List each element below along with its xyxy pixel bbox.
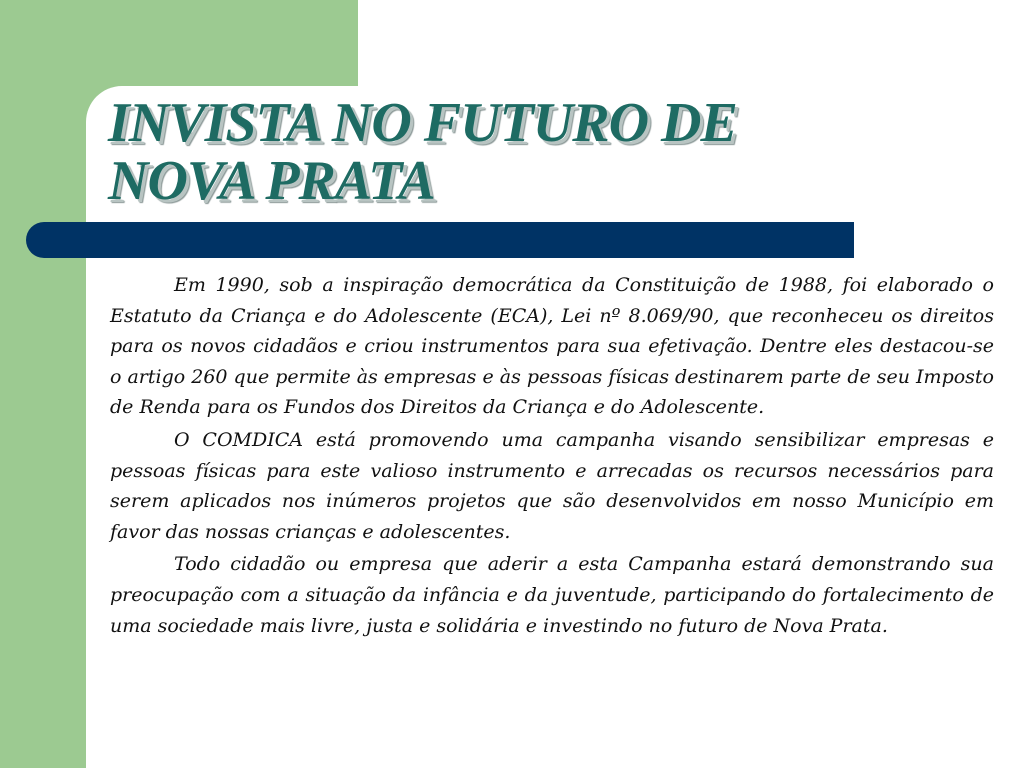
title-line-2: NOVA PRATA (108, 150, 435, 212)
title-divider-bar (26, 222, 854, 258)
paragraph-eca: Em 1990, sob a inspiração democrática da Constituição de 1988, foi elaborado o Estatuto da Criança e do Adolescente (ECA), Lei nº 8.069/90, que reconheceu os direitos para os novos cidadãos e criou instrumentos para sua efetivação. Dentre eles destacou-se o artigo 260 que permite às empresas e às pessoas físicas destinarem parte de seu Imposto de Renda para os Fundos dos Direitos da Criança e do Adolescente. (110, 274, 995, 419)
slide-title (108, 94, 908, 210)
slide-body (110, 270, 994, 643)
paragraph-campanha: Todo cidadão ou empresa que aderir a esta Campanha estará demonstrando sua preocupação com a situação da infância e da juventude, participando do fortalecimento de uma sociedade mais livre, justa e solidária e investindo no futuro de Nova Prata. (110, 553, 994, 637)
title-line-1: INVISTA NO FUTURO DE (108, 92, 737, 154)
paragraph-comdica: O COMDICA está promovendo uma campanha visando sensibilizar empresas e pessoas físicas para este valioso instrumento e arrecadas os recursos necessários para serem aplicados nos inúmeros projetos que são desenvolvidos em nosso Município em favor das nossas crianças e adolescentes. (110, 428, 994, 543)
